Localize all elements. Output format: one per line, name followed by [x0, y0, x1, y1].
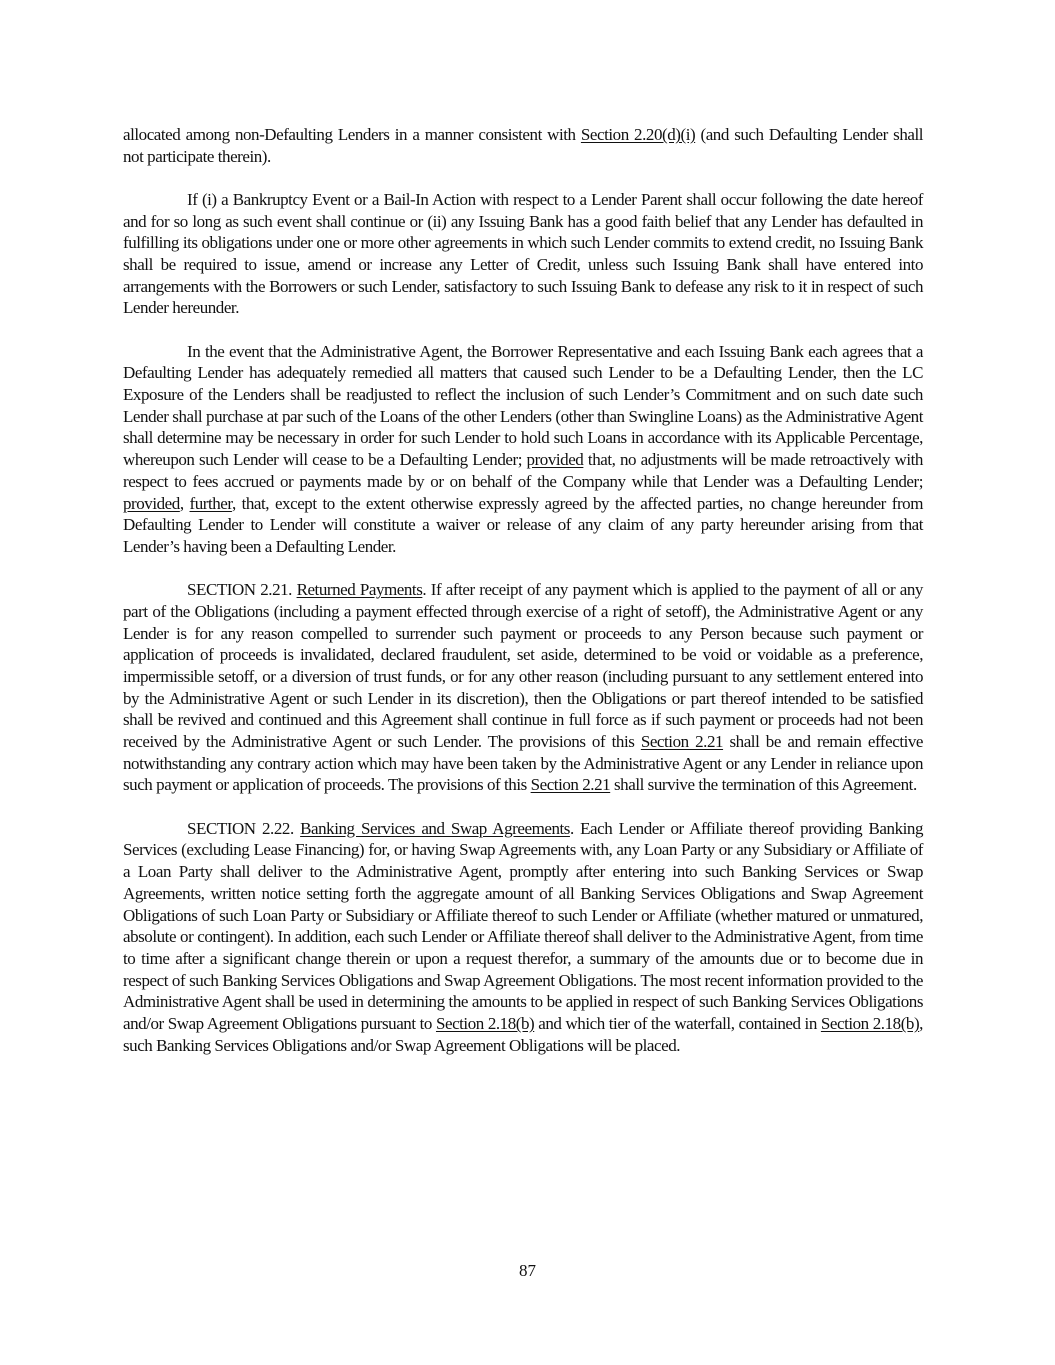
- page-number: 87: [519, 1261, 536, 1280]
- text-run: SECTION 2.22.: [187, 818, 301, 838]
- paragraph: [123, 189, 923, 319]
- underlined-reference: Section 2.21: [640, 732, 724, 752]
- text-run: , such Banking Services Obligations and/or Swap Agreement Obligations will be placed.: [123, 1014, 923, 1055]
- text-run: allocated among non-Defaulting Lenders in a manner consistent with: [123, 125, 581, 144]
- text-run: (and such Defaulting Lender shall not participate therein).: [123, 125, 924, 166]
- text-run: ,: [179, 493, 190, 513]
- underlined-reference: Returned Payments: [296, 580, 423, 600]
- text-run: shall survive the termination of this Agreement.: [610, 775, 917, 795]
- underlined-reference: provided: [123, 493, 180, 513]
- text-run: that, no adjustments will be made retroactively with respect to fees accrued or payments made by or on behalf of the Company while that Lender was a Defaulting Lender;: [123, 450, 923, 491]
- paragraph: [123, 124, 923, 167]
- text-run: . Each Lender or Affiliate thereof providing Banking Services (excluding Lease Financing) for, or having Swap Agreements with, any Loan Party or any Subsidiary or Affiliate of a Loan Party shall deliver to the Administrative Agent, promptly after entering into such Banking Services or Swap Agreements, written notice setting forth the aggregate amount of all Banking Services Obligations and Swap Agreement Obligations of such Loan Party or Subsidiary or Affiliate thereof to such Lender or Affiliate (whether matured or unmatured, absolute or contingent). In addition, each such Lender or Affiliate thereof shall deliver to the Administrative Agent, from time to time after a significant change therein or upon a request therefor, a summary of the amounts due or to become due in respect of such Banking Services Obligations and Swap Agreement Obligations. The most recent information provided to the Administrative Agent shall be used in determining the amounts to be applied in respect of such Banking Services Obligations and/or Swap Agreement Obligations pursuant to: [123, 818, 923, 1034]
- text-run: shall be and remain effective notwithstanding any contrary action which may have been taken by the Administrative Agent or any Lender in reliance upon such payment or application of proceeds. The provisions of this: [123, 732, 924, 795]
- text-run: SECTION 2.21.: [187, 580, 297, 600]
- paragraph: [123, 818, 923, 1057]
- underlined-reference: Section 2.21: [530, 775, 611, 795]
- text-run: , that, except to the extent otherwise expressly agreed by the affected parties, no change hereunder from Defaulting Lender to Lender will constitute a waiver or release of any claim of any party hereunder arising from that Lender’s having been a Defaulting Lender.: [123, 493, 923, 556]
- underlined-reference: Section 2.18(b): [820, 1014, 920, 1034]
- underlined-reference: further: [189, 493, 232, 513]
- underlined-reference: provided: [526, 450, 584, 470]
- text-run: . If after receipt of any payment which is applied to the payment of all or any part of the Obligations (including a payment effected through exercise of a right of setoff), the Administrative Agent or any Lender is for any reason compelled to surrender such payment or proceeds to any Person because such payment or application of proceeds is invalidated, declared fraudulent, set aside, determined to be void or voidable as a preference, impermissible setoff, or a diversion of trust funds, or for any other reason (including pursuant to any settlement entered into by the Administrative Agent or such Lender in its discretion), then the Obligations or part thereof intended to be satisfied shall be revived and continued and this Agreement shall continue in full force as if such payment or proceeds had not been received by the Administrative Agent or such Lender. The provisions of this: [123, 580, 923, 752]
- paragraph: [123, 341, 923, 558]
- underlined-reference: Banking Services and Swap Agreements: [300, 818, 570, 838]
- underlined-reference: Section 2.20(d)(i): [580, 125, 696, 144]
- paragraph: [123, 579, 923, 796]
- underlined-reference: Section 2.18(b): [435, 1014, 535, 1034]
- text-run: In the event that the Administrative Agent, the Borrower Representative and each Issuing Bank each agrees that a Defaulting Lender has adequately remedied all matters that caused such Lender to be a Defaulting Lender, then the LC Exposure of the Lenders shall be readjusted to reflect the inclusion of such Lender’s Commitment and on such date such Lender shall purchase at par such of the Loans of the other Lenders (other than Swingline Loans) as the Administrative Agent shall determine may be necessary in order for such Lender to hold such Loans in accordance with its Applicable Percentage, whereupon such Lender will cease to be a Defaulting Lender;: [123, 341, 923, 470]
- body-text: [123, 124, 923, 1078]
- text-run: If (i) a Bankruptcy Event or a Bail-In Action with respect to a Lender Parent shall occur following the date hereof and for so long as such event shall continue or (ii) any Issuing Bank has a good faith belief that any Lender has defaulted in fulfilling its obligations under one or more other agreements in which such Lender commits to extend credit, no Issuing Bank shall be required to issue, amend or increase any Letter of Credit, unless such Issuing Bank shall have entered into arrangements with the Borrowers or such Lender, satisfactory to such Issuing Bank to defease any risk to it in respect of such Lender hereunder.: [123, 189, 923, 318]
- text-run: and which tier of the waterfall, contained in: [534, 1014, 821, 1034]
